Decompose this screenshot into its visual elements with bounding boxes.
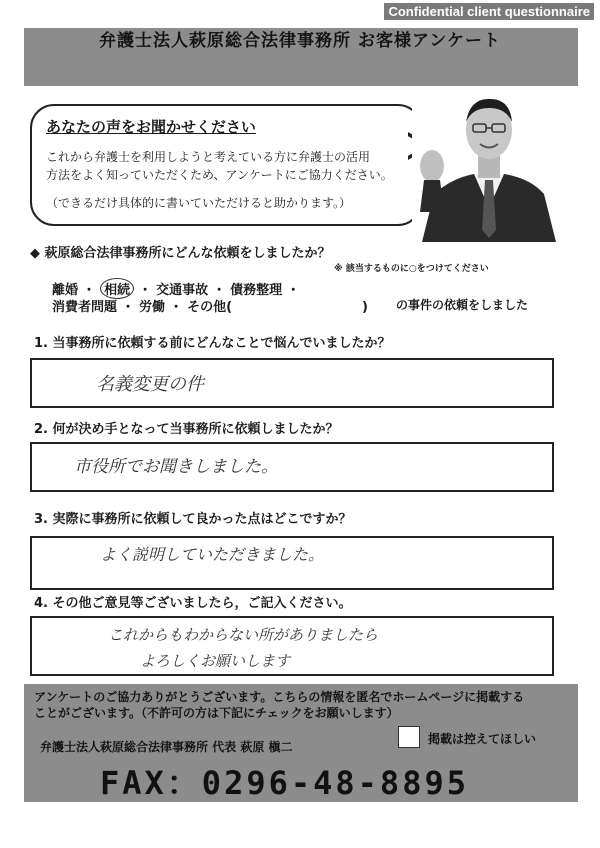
- answer-2-text: 市役所でお聞きしました。: [74, 457, 278, 477]
- question-1-label: 1. 当事務所に依頼する前にどんなことで悩んでいましたか？: [34, 336, 391, 351]
- no-publish-label: 掲載は控えてほしい: [428, 732, 537, 746]
- footer-notice-line1: アンケートのご協力ありがとうございます。こちらの情報を匿名でホームページに掲載する: [34, 690, 525, 704]
- answer-1-text: 名義変更の件: [96, 374, 204, 395]
- circled-option-inheritance[interactable]: 相続: [100, 278, 134, 299]
- page-title: 弁護士法人萩原総合法律事務所 お客様アンケート: [99, 31, 501, 51]
- question-3-label: 3. 実際に事務所に依頼して良かった点はどこですか？: [34, 512, 352, 527]
- request-type-question: ◆ 萩原総合法律事務所にどんな依頼をしましたか？: [30, 246, 331, 261]
- option-text: 離婚 ・: [52, 283, 96, 298]
- answer-4-text-line1: これからもわからない所がありましたら: [108, 626, 379, 644]
- request-options-line2: 消費者問題 ・ 労働 ・ その他( ): [52, 300, 368, 315]
- answer-3-text: よく説明していただきました。: [100, 545, 325, 564]
- bubble-line-3: （できるだけ具体的に書いていただけると助かります。）: [46, 196, 352, 210]
- question-4-label: 4. その他ご意見等ございましたら，ご記入ください。: [34, 596, 352, 611]
- fax-number: FAX：0296-48-8895: [100, 764, 469, 802]
- bubble-heading: あなたの声をお聞かせください: [46, 118, 257, 136]
- bubble-line-1: これから弁護士を利用しようと考えている方に弁護士の活用: [46, 150, 371, 164]
- no-publish-checkbox[interactable]: [398, 726, 420, 748]
- request-options-suffix: の事件の依頼をしました: [396, 298, 529, 312]
- request-type-note: ※ 該当するものに○をつけてください: [334, 264, 489, 274]
- question-2-label: 2. 何が決め手となって当事務所に依頼しましたか？: [34, 422, 339, 437]
- header-subtitle: Confidential client questionnaire: [384, 3, 594, 20]
- answer-4-text-line2: よろしくお願いします: [140, 652, 291, 670]
- footer-notice-line2: ことがございます。（不許可の方は下記にチェックをお願いします）: [34, 706, 399, 720]
- option-text: ・ 交通事故 ・ 債務整理 ・: [138, 283, 300, 298]
- firm-representative: 弁護士法人萩原総合法律事務所 代表 萩原 槇二: [40, 740, 293, 754]
- bubble-line-2: 方法をよく知っていただくため、アンケートにご協力ください。: [46, 168, 393, 182]
- portrait-photo: [412, 90, 562, 242]
